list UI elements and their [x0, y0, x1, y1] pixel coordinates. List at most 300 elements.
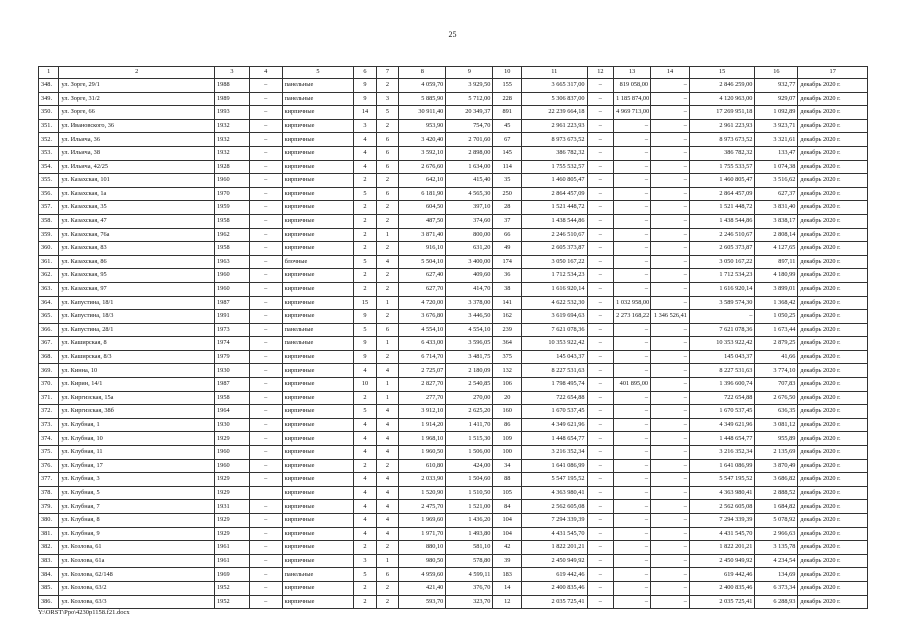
budget-local-cell: – — [651, 541, 690, 555]
total-cost-cell: 10 353 922,42 — [522, 337, 588, 351]
fund-share-cell: – — [587, 405, 614, 419]
floors-cell: 15 — [354, 296, 377, 310]
wall-material-cell: кирпичные — [282, 269, 354, 283]
living-area-cell: 2 625,20 — [446, 405, 493, 419]
cost-per-sqm-cell: 3 774,10 — [755, 364, 798, 378]
address-cell: ул. Клубная, 9 — [59, 527, 215, 541]
total-area-cell: 3 912,10 — [399, 405, 446, 419]
row-number-cell: 386. — [39, 595, 59, 609]
owners-funds-cell: 8 227 531,63 — [689, 364, 755, 378]
cost-per-sqm-cell: 6 373,34 — [755, 581, 798, 595]
year-reconstruction-cell: – — [249, 378, 282, 392]
row-number-cell: 371. — [39, 391, 59, 405]
budget-local-cell: – — [651, 174, 690, 188]
table-row — [39, 92, 868, 106]
cost-per-sqm-cell: 134,69 — [755, 568, 798, 582]
address-cell: ул. Казахская, 86 — [59, 255, 215, 269]
entrances-cell: 2 — [376, 119, 399, 133]
budget-subject-cell: – — [614, 201, 651, 215]
column-header: 3 — [215, 67, 250, 79]
row-number-cell: 355. — [39, 174, 59, 188]
year-reconstruction-cell: – — [249, 364, 282, 378]
fund-share-cell: – — [587, 255, 614, 269]
budget-local-cell: – — [651, 418, 690, 432]
completion-date-cell: декабрь 2020 г. — [798, 554, 868, 568]
year-built-cell: 1960 — [215, 282, 250, 296]
owners-funds-cell: 7 294 339,39 — [689, 514, 755, 528]
year-built-cell: 1932 — [215, 133, 250, 147]
residents-cell: 162 — [493, 310, 522, 324]
year-reconstruction-cell: – — [249, 514, 282, 528]
year-reconstruction-cell: – — [249, 323, 282, 337]
total-cost-cell: 7 294 339,39 — [522, 514, 588, 528]
row-number-cell: 368. — [39, 350, 59, 364]
table-row — [39, 79, 868, 93]
address-cell: ул. Козлова, 63/3 — [59, 595, 215, 609]
residents-cell: 42 — [493, 541, 522, 555]
completion-date-cell: декабрь 2020 г. — [798, 418, 868, 432]
total-cost-cell: 619 442,46 — [522, 568, 588, 582]
entrances-cell: 4 — [376, 418, 399, 432]
floors-cell: 2 — [354, 201, 377, 215]
year-built-cell: 1958 — [215, 391, 250, 405]
living-area-cell: 3 596,05 — [446, 337, 493, 351]
residents-cell: 250 — [493, 187, 522, 201]
total-cost-cell: 5 306 837,00 — [522, 92, 588, 106]
residents-cell: 100 — [493, 446, 522, 460]
year-reconstruction-cell: – — [249, 473, 282, 487]
total-area-cell: 1 520,90 — [399, 486, 446, 500]
year-reconstruction-cell: – — [249, 106, 282, 120]
budget-subject-cell: – — [614, 187, 651, 201]
wall-material-cell: кирпичные — [282, 174, 354, 188]
floors-cell: 9 — [354, 92, 377, 106]
fund-share-cell: – — [587, 160, 614, 174]
table-row — [39, 350, 868, 364]
table-row — [39, 432, 868, 446]
wall-material-cell: панельные — [282, 79, 354, 93]
year-built-cell: 1930 — [215, 364, 250, 378]
total-area-cell: 5 504,10 — [399, 255, 446, 269]
fund-share-cell: – — [587, 459, 614, 473]
owners-funds-cell: 3 050 167,22 — [689, 255, 755, 269]
fund-share-cell: – — [587, 378, 614, 392]
cost-per-sqm-cell: 1 074,38 — [755, 160, 798, 174]
total-area-cell: 627,70 — [399, 282, 446, 296]
table-row — [39, 541, 868, 555]
budget-subject-cell: – — [614, 214, 651, 228]
living-area-cell: 374,60 — [446, 214, 493, 228]
total-area-cell: 6 181,90 — [399, 187, 446, 201]
year-reconstruction-cell: – — [249, 350, 282, 364]
living-area-cell: 1 504,60 — [446, 473, 493, 487]
row-number-cell: 382. — [39, 541, 59, 555]
budget-subject-cell: – — [614, 418, 651, 432]
year-built-cell: 1993 — [215, 106, 250, 120]
total-cost-cell: 3 216 352,34 — [522, 446, 588, 460]
entrances-cell: 1 — [376, 378, 399, 392]
living-area-cell: 376,70 — [446, 581, 493, 595]
budget-local-cell: – — [651, 92, 690, 106]
completion-date-cell: декабрь 2020 г. — [798, 79, 868, 93]
wall-material-cell: панельные — [282, 568, 354, 582]
budget-subject-cell: – — [614, 350, 651, 364]
owners-funds-cell: 2 400 835,46 — [689, 581, 755, 595]
wall-material-cell: кирпичные — [282, 459, 354, 473]
living-area-cell: 2 180,09 — [446, 364, 493, 378]
cost-per-sqm-cell: 3 923,71 — [755, 119, 798, 133]
address-cell: ул. Зорге, 29/1 — [59, 79, 215, 93]
owners-funds-cell: – — [689, 310, 755, 324]
year-built-cell: 1959 — [215, 201, 250, 215]
residents-cell: 105 — [493, 486, 522, 500]
table-row — [39, 214, 868, 228]
table-row — [39, 405, 868, 419]
year-reconstruction-cell: – — [249, 500, 282, 514]
owners-funds-cell: 4 120 963,00 — [689, 92, 755, 106]
floors-cell: 3 — [354, 554, 377, 568]
fund-share-cell: – — [587, 581, 614, 595]
column-header: 12 — [587, 67, 614, 79]
year-reconstruction-cell: – — [249, 541, 282, 555]
column-header: 4 — [249, 67, 282, 79]
column-header: 8 — [399, 67, 446, 79]
total-cost-cell: 2 961 223,93 — [522, 119, 588, 133]
entrances-cell: 1 — [376, 391, 399, 405]
year-built-cell: 1932 — [215, 119, 250, 133]
owners-funds-cell: 8 973 673,52 — [689, 133, 755, 147]
fund-share-cell: – — [587, 446, 614, 460]
floors-cell: 4 — [354, 418, 377, 432]
row-number-cell: 379. — [39, 500, 59, 514]
total-area-cell: 30 911,40 — [399, 106, 446, 120]
table-row — [39, 446, 868, 460]
completion-date-cell: декабрь 2020 г. — [798, 432, 868, 446]
floors-cell: 2 — [354, 242, 377, 256]
residents-cell: 45 — [493, 119, 522, 133]
completion-date-cell: декабрь 2020 г. — [798, 228, 868, 242]
total-area-cell: 4 959,60 — [399, 568, 446, 582]
budget-local-cell: – — [651, 350, 690, 364]
budget-subject-cell: – — [614, 514, 651, 528]
wall-material-cell: кирпичные — [282, 418, 354, 432]
address-cell: ул. Козлова, 62/148 — [59, 568, 215, 582]
fund-share-cell: – — [587, 228, 614, 242]
table-row — [39, 310, 868, 324]
header-row — [39, 67, 868, 79]
address-cell: ул. Клубная, 3 — [59, 473, 215, 487]
budget-subject-cell: – — [614, 527, 651, 541]
table-row — [39, 486, 868, 500]
entrances-cell: 6 — [376, 160, 399, 174]
year-reconstruction-cell: – — [249, 568, 282, 582]
cost-per-sqm-cell: 5 078,92 — [755, 514, 798, 528]
fund-share-cell: – — [587, 79, 614, 93]
floors-cell: 4 — [354, 473, 377, 487]
residents-cell: 38 — [493, 282, 522, 296]
wall-material-cell: кирпичные — [282, 296, 354, 310]
wall-material-cell: кирпичные — [282, 146, 354, 160]
table-row — [39, 391, 868, 405]
total-area-cell: 2 676,60 — [399, 160, 446, 174]
total-cost-cell: 1 438 544,86 — [522, 214, 588, 228]
address-cell: ул. Ильича, 38 — [59, 146, 215, 160]
column-header: 2 — [59, 67, 215, 79]
wall-material-cell: кирпичные — [282, 350, 354, 364]
residents-cell: 84 — [493, 500, 522, 514]
table-body — [39, 67, 868, 609]
table-row — [39, 554, 868, 568]
total-cost-cell: 2 864 457,09 — [522, 187, 588, 201]
budget-local-cell: – — [651, 242, 690, 256]
floors-cell: 5 — [354, 568, 377, 582]
floors-cell: 4 — [354, 446, 377, 460]
living-area-cell: 3 446,50 — [446, 310, 493, 324]
column-header: 10 — [493, 67, 522, 79]
residents-cell: 67 — [493, 133, 522, 147]
total-cost-cell: 1 712 534,23 — [522, 269, 588, 283]
total-cost-cell: 2 605 373,87 — [522, 242, 588, 256]
owners-funds-cell: 722 654,88 — [689, 391, 755, 405]
owners-funds-cell: 7 621 078,36 — [689, 323, 755, 337]
total-area-cell: 1 969,60 — [399, 514, 446, 528]
total-cost-cell: 2 035 725,41 — [522, 595, 588, 609]
row-number-cell: 365. — [39, 310, 59, 324]
fund-share-cell: – — [587, 473, 614, 487]
residents-cell: 375 — [493, 350, 522, 364]
wall-material-cell: кирпичные — [282, 432, 354, 446]
budget-local-cell: – — [651, 133, 690, 147]
residents-cell: 14 — [493, 581, 522, 595]
wall-material-cell: кирпичные — [282, 364, 354, 378]
budget-local-cell: – — [651, 568, 690, 582]
budget-subject-cell: 401 895,00 — [614, 378, 651, 392]
cost-per-sqm-cell: 4 127,65 — [755, 242, 798, 256]
wall-material-cell: кирпичные — [282, 187, 354, 201]
total-cost-cell: 1 755 532,57 — [522, 160, 588, 174]
wall-material-cell: кирпичные — [282, 214, 354, 228]
cost-per-sqm-cell: 707,83 — [755, 378, 798, 392]
living-area-cell: 415,40 — [446, 174, 493, 188]
entrances-cell: 1 — [376, 554, 399, 568]
row-number-cell: 370. — [39, 378, 59, 392]
fund-share-cell: – — [587, 269, 614, 283]
fund-share-cell: – — [587, 187, 614, 201]
row-number-cell: 385. — [39, 581, 59, 595]
fund-share-cell: – — [587, 242, 614, 256]
budget-subject-cell: – — [614, 146, 651, 160]
fund-share-cell: – — [587, 323, 614, 337]
floors-cell: 5 — [354, 323, 377, 337]
residents-cell: 35 — [493, 174, 522, 188]
table-row — [39, 187, 868, 201]
row-number-cell: 361. — [39, 255, 59, 269]
fund-share-cell: – — [587, 391, 614, 405]
cost-per-sqm-cell: 3 838,17 — [755, 214, 798, 228]
completion-date-cell: декабрь 2020 г. — [798, 282, 868, 296]
cost-per-sqm-cell: 3 321,61 — [755, 133, 798, 147]
entrances-cell: 1 — [376, 337, 399, 351]
residents-cell: 20 — [493, 391, 522, 405]
row-number-cell: 380. — [39, 514, 59, 528]
living-area-cell: 1 411,70 — [446, 418, 493, 432]
wall-material-cell: кирпичные — [282, 119, 354, 133]
living-area-cell: 3 481,75 — [446, 350, 493, 364]
table-row — [39, 282, 868, 296]
table-row — [39, 595, 868, 609]
entrances-cell: 6 — [376, 323, 399, 337]
fund-share-cell: – — [587, 106, 614, 120]
year-reconstruction-cell: – — [249, 242, 282, 256]
floors-cell: 4 — [354, 432, 377, 446]
address-cell: ул. Козлова, 63/2 — [59, 581, 215, 595]
living-area-cell: 754,70 — [446, 119, 493, 133]
year-reconstruction-cell: – — [249, 255, 282, 269]
year-reconstruction-cell: – — [249, 337, 282, 351]
table-row — [39, 418, 868, 432]
cost-per-sqm-cell: 2 808,14 — [755, 228, 798, 242]
budget-subject-cell: – — [614, 486, 651, 500]
wall-material-cell: панельные — [282, 337, 354, 351]
living-area-cell: 1 436,20 — [446, 514, 493, 528]
cost-per-sqm-cell: 1 368,42 — [755, 296, 798, 310]
budget-subject-cell: – — [614, 405, 651, 419]
wall-material-cell: кирпичные — [282, 581, 354, 595]
entrances-cell: 3 — [376, 92, 399, 106]
total-area-cell: 487,50 — [399, 214, 446, 228]
budget-local-cell: – — [651, 473, 690, 487]
cost-per-sqm-cell: 2 676,50 — [755, 391, 798, 405]
address-cell: ул. Казахская, 47 — [59, 214, 215, 228]
address-cell: ул. Клубная, 5 — [59, 486, 215, 500]
residents-cell: 106 — [493, 378, 522, 392]
total-area-cell: 880,10 — [399, 541, 446, 555]
total-area-cell: 980,50 — [399, 554, 446, 568]
fund-share-cell: – — [587, 350, 614, 364]
year-reconstruction-cell: – — [249, 79, 282, 93]
residents-cell: 104 — [493, 514, 522, 528]
completion-date-cell: декабрь 2020 г. — [798, 541, 868, 555]
year-built-cell: 1960 — [215, 446, 250, 460]
residents-cell: 114 — [493, 160, 522, 174]
budget-subject-cell: – — [614, 473, 651, 487]
residents-cell: 39 — [493, 554, 522, 568]
budget-subject-cell: – — [614, 541, 651, 555]
entrances-cell: 4 — [376, 500, 399, 514]
floors-cell: 9 — [354, 350, 377, 364]
year-reconstruction-cell: – — [249, 201, 282, 215]
year-built-cell: 1987 — [215, 296, 250, 310]
budget-subject-cell: – — [614, 554, 651, 568]
budget-subject-cell: 1 185 874,00 — [614, 92, 651, 106]
owners-funds-cell: 1 641 086,99 — [689, 459, 755, 473]
total-area-cell: 916,10 — [399, 242, 446, 256]
budget-subject-cell: – — [614, 228, 651, 242]
fund-share-cell: – — [587, 486, 614, 500]
year-reconstruction-cell: – — [249, 554, 282, 568]
budget-local-cell: – — [651, 296, 690, 310]
budget-local-cell: – — [651, 323, 690, 337]
owners-funds-cell: 619 442,46 — [689, 568, 755, 582]
completion-date-cell: декабрь 2020 г. — [798, 310, 868, 324]
entrances-cell: 2 — [376, 269, 399, 283]
budget-subject-cell: – — [614, 269, 651, 283]
cost-per-sqm-cell: 3 135,78 — [755, 541, 798, 555]
row-number-cell: 376. — [39, 459, 59, 473]
address-cell: ул. Казахская, 101 — [59, 174, 215, 188]
fund-share-cell: – — [587, 527, 614, 541]
year-reconstruction-cell: – — [249, 432, 282, 446]
budget-local-cell: – — [651, 201, 690, 215]
wall-material-cell: панельные — [282, 92, 354, 106]
living-area-cell: 20 349,37 — [446, 106, 493, 120]
total-area-cell: 2 475,70 — [399, 500, 446, 514]
total-area-cell: 642,10 — [399, 174, 446, 188]
living-area-cell: 4 565,30 — [446, 187, 493, 201]
budget-local-cell: – — [651, 432, 690, 446]
total-area-cell: 3 420,40 — [399, 133, 446, 147]
cost-per-sqm-cell: 2 135,69 — [755, 446, 798, 460]
row-number-cell: 374. — [39, 432, 59, 446]
entrances-cell: 2 — [376, 282, 399, 296]
owners-funds-cell: 3 216 352,34 — [689, 446, 755, 460]
table-row — [39, 228, 868, 242]
budget-subject-cell: – — [614, 364, 651, 378]
table-row — [39, 514, 868, 528]
column-header: 1 — [39, 67, 59, 79]
budget-local-cell: – — [651, 554, 690, 568]
entrances-cell: 2 — [376, 201, 399, 215]
living-area-cell: 409,60 — [446, 269, 493, 283]
row-number-cell: 354. — [39, 160, 59, 174]
residents-cell: 239 — [493, 323, 522, 337]
owners-funds-cell: 2 450 949,92 — [689, 554, 755, 568]
floors-cell: 2 — [354, 214, 377, 228]
entrances-cell: 4 — [376, 514, 399, 528]
footer-file-path: Y:\ORST\Ppo\4230p1158.f21.docx — [38, 609, 130, 616]
address-cell: ул. Клубная, 8 — [59, 514, 215, 528]
total-cost-cell: 1 521 448,72 — [522, 201, 588, 215]
cost-per-sqm-cell: 3 081,12 — [755, 418, 798, 432]
floors-cell: 4 — [354, 133, 377, 147]
owners-funds-cell: 1 822 201,21 — [689, 541, 755, 555]
floors-cell: 2 — [354, 595, 377, 609]
budget-local-cell: – — [651, 527, 690, 541]
entrances-cell: 5 — [376, 106, 399, 120]
fund-share-cell: – — [587, 214, 614, 228]
row-number-cell: 362. — [39, 269, 59, 283]
living-area-cell: 414,70 — [446, 282, 493, 296]
living-area-cell: 3 378,00 — [446, 296, 493, 310]
residents-cell: 34 — [493, 459, 522, 473]
row-number-cell: 364. — [39, 296, 59, 310]
residents-cell: 174 — [493, 255, 522, 269]
address-cell: ул. Зорге, 66 — [59, 106, 215, 120]
fund-share-cell: – — [587, 554, 614, 568]
address-cell: ул. Казахская, 97 — [59, 282, 215, 296]
address-cell: ул. Кирин, 14/1 — [59, 378, 215, 392]
year-built-cell: 1989 — [215, 92, 250, 106]
year-reconstruction-cell: – — [249, 446, 282, 460]
owners-funds-cell: 145 043,37 — [689, 350, 755, 364]
total-area-cell: 2 827,70 — [399, 378, 446, 392]
floors-cell: 4 — [354, 500, 377, 514]
year-reconstruction-cell: – — [249, 405, 282, 419]
row-number-cell: 373. — [39, 418, 59, 432]
owners-funds-cell: 1 670 537,45 — [689, 405, 755, 419]
row-number-cell: 352. — [39, 133, 59, 147]
total-area-cell: 6 714,70 — [399, 350, 446, 364]
